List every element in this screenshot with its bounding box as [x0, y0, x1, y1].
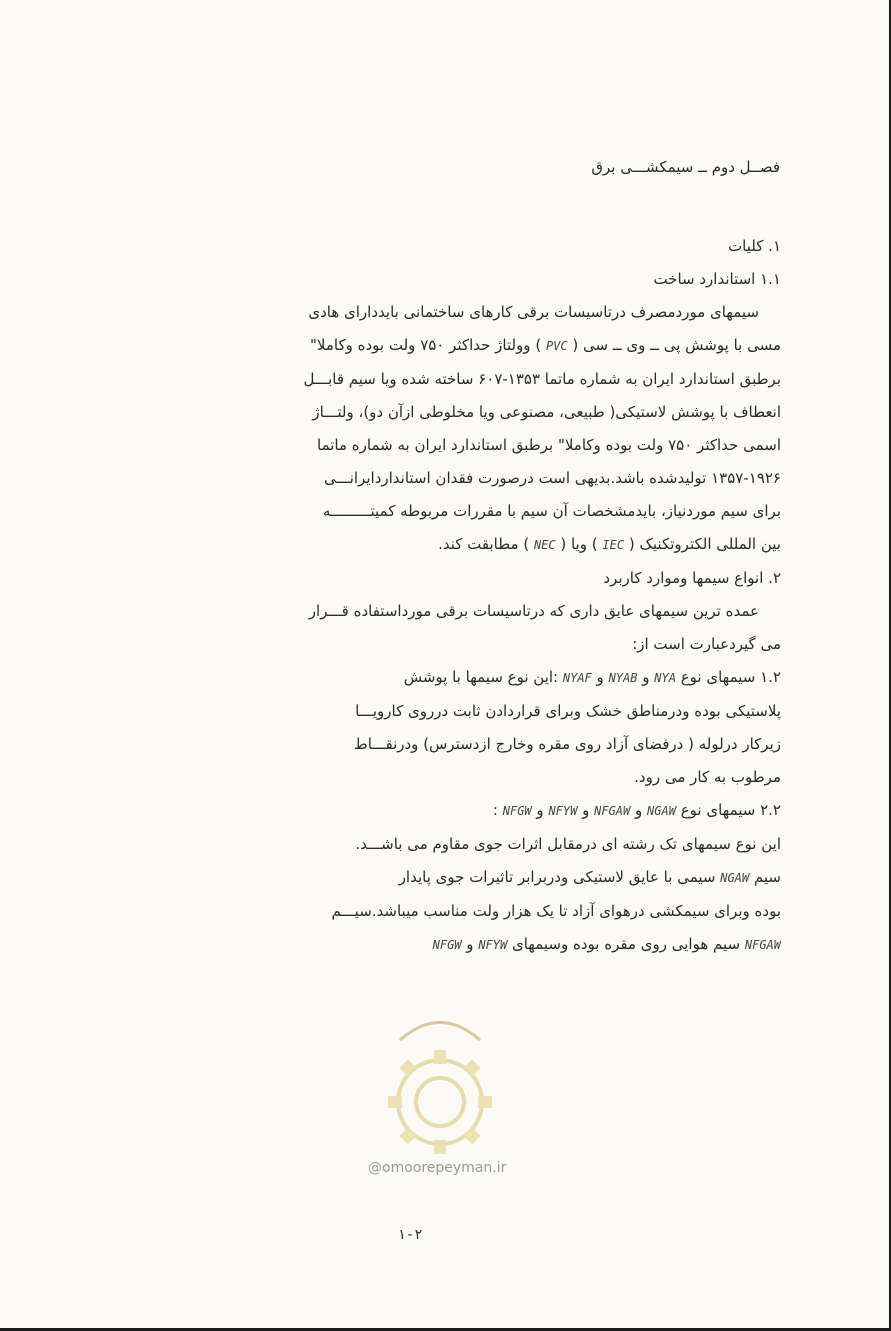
code-token: NFGW	[432, 938, 462, 952]
code-token: NYAF	[562, 671, 592, 685]
section-heading: ۲. انواع سیمها وموارد کاربرد	[603, 569, 781, 587]
text-line: انعطاف با پوشش لاستیکی( طبیعی، مصنوعی ویا مخلوطی ازآن دو)، ولتـــاژ	[312, 403, 781, 421]
text-line: پلاستیکی بوده ودرمناطق خشک وبرای قراردادن ثابت درروی کارویـــا	[355, 702, 781, 720]
text-line: برطبق استاندارد ایران به شماره ماتما ۱۳۵۳-۶۰۷ ساخته شده ویا سیم قابـــل	[303, 370, 781, 388]
document-body	[91, 236, 781, 968]
section-heading: ۱.۱ استاندارد ساخت	[653, 270, 781, 288]
text-line: عمده ترین سیمهای عایق داری که درتاسیسات برقی مورداستفاده قـــرار	[308, 602, 759, 620]
code-token: NGAW	[720, 871, 750, 885]
code-token: NGAW	[647, 804, 676, 818]
gear-logo-watermark	[360, 1010, 520, 1170]
text-line: می گیردعبارت است از:	[632, 635, 781, 653]
code-token: IEC	[602, 538, 625, 552]
section-heading: ۱. کلیات	[728, 237, 781, 255]
text-line: بوده وبرای سیمکشی درهوای آزاد تا یک هزار ولت مناسب میباشد.سیـــم	[331, 902, 781, 920]
code-token: NYAB	[608, 671, 638, 685]
text-line: اسمی حداکثر ۷۵۰ ولت بوده وکاملا" برطبق استاندارد ایران به شماره ماتما	[317, 436, 781, 454]
code-token: NFYW	[478, 938, 508, 952]
text-line: برای سیم موردنیاز، بایدمشخصات آن سیم با مقررات مربوطه کمیتـــــــــه	[322, 502, 781, 520]
code-token: NEC	[533, 538, 556, 552]
text-line: سیمهای موردمصرف درتاسیسات برقی کارهای ساختمانی بایددارای هادی	[308, 303, 759, 321]
text-line: ۱۳۵۷-۱۹۲۶ تولیدشده باشد.بدیهی است درصورت فقدان استانداردایرانـــی	[324, 469, 781, 487]
code-token: NFGAW	[744, 938, 781, 952]
code-token: NFYW	[548, 804, 578, 818]
watermark-url: @omoorepeyman.ir	[368, 1160, 507, 1176]
code-token: NYA	[654, 671, 676, 685]
text-line: ۱.۲ سیمهای نوع NYA و NYAB و NYAF :این نوع سیمها با پوشش	[403, 668, 781, 686]
text-line: NFGAW سیم هوایی روی مقره بوده وسیمهای NFYW و NFGW	[432, 935, 781, 953]
text-line: زیرکار درلوله ( درفضای آزاد روی مقره وخارج ازدسترس) ودرنقـــاط	[353, 735, 781, 753]
text-line: ۲.۲ سیمهای نوع NGAW و NFGAW و NFYW و NFGW :	[492, 801, 781, 819]
chapter-title: فصــل دوم ــ سیمکشـــی برق	[591, 158, 780, 176]
text-line: این نوع سیمهای تک رشته ای درمقابل اثرات جوی مقاوم می باشـــد.	[355, 835, 781, 853]
page-number: ۱-۲	[397, 1227, 423, 1243]
text-line: سیم NGAW سیمی با عایق لاستیکی ودربرابر تاثیرات جوی پایدار	[398, 868, 781, 886]
code-token: NFGW	[502, 804, 532, 818]
text-line: مرطوب به کار می رود.	[634, 768, 781, 786]
text-line: مسی با پوشش پی ــ وی ــ سی ( PVC ) وولتاژ حداکثر ۷۵۰ ولت بوده وکاملا"	[310, 336, 781, 354]
text-line: بین المللی الکتروتکنیک ( IEC ) ویا ( NEC ) مطابقت کند.	[438, 535, 781, 553]
code-token: NFGAW	[594, 804, 631, 818]
code-token: PVC	[545, 339, 568, 353]
